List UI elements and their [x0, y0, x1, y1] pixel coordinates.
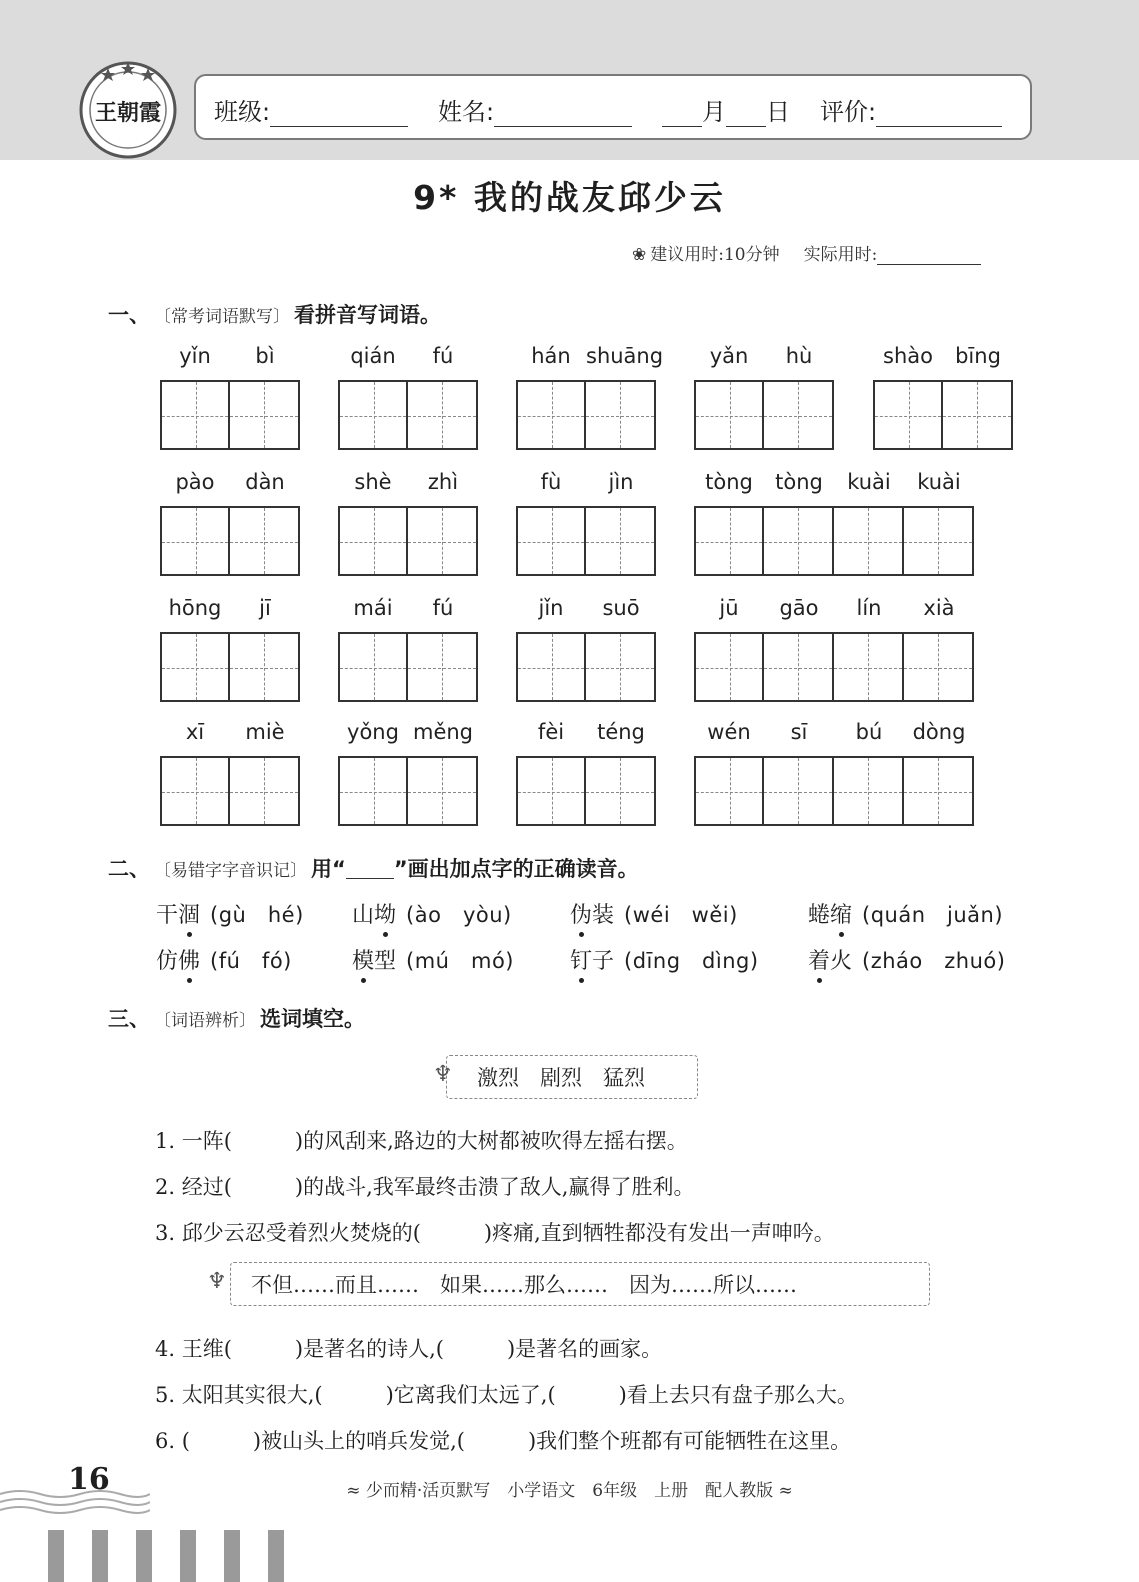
- writing-cell[interactable]: [904, 506, 974, 576]
- word-char: 子: [592, 949, 615, 974]
- word-choice-box-2: [207, 1262, 930, 1306]
- word-char: 火: [830, 949, 853, 974]
- pronunciation-item: [156, 944, 292, 975]
- pinyin-syllable: tòng: [775, 470, 823, 494]
- writing-cell[interactable]: [586, 380, 656, 450]
- rating-label: 评价:: [820, 98, 877, 126]
- section3-instruction: 选词填空。: [260, 1007, 365, 1031]
- writing-cell[interactable]: [764, 380, 834, 450]
- day-blank[interactable]: [726, 100, 766, 127]
- footer-text: ≈ 少而精·活页默写 小学语文 6年级 上册 配人教版 ≈: [346, 1481, 793, 1501]
- cactus-icon: ♆: [207, 1269, 227, 1294]
- writing-cell[interactable]: [834, 632, 904, 702]
- writing-cell[interactable]: [764, 632, 834, 702]
- writing-cell[interactable]: [408, 380, 478, 450]
- section2-heading: [108, 853, 639, 883]
- pinyin-syllable: yǒng: [347, 720, 399, 744]
- pinyin-syllable: téng: [597, 720, 645, 744]
- pinyin-syllable: mái: [353, 596, 393, 620]
- word-char: 蜷: [808, 903, 831, 928]
- footer-bar: [224, 1530, 240, 1582]
- pinyin-syllable: bú: [855, 720, 883, 744]
- pinyin-syllable: shè: [354, 470, 392, 494]
- cactus-icon: ♆: [433, 1062, 453, 1087]
- writing-cell[interactable]: [160, 632, 230, 702]
- section3-tag: 〔词语辨析〕: [154, 1010, 256, 1031]
- pinyin-syllable: yǎn: [709, 344, 749, 368]
- writing-cell[interactable]: [764, 506, 834, 576]
- writing-cell[interactable]: [230, 632, 300, 702]
- pinyin-options[interactable]: (ào yòu): [406, 903, 512, 927]
- name-blank[interactable]: [494, 100, 632, 127]
- dotted-char: 佛: [178, 944, 200, 975]
- pinyin-syllable: bì: [255, 344, 275, 368]
- section2-instruction-end: ”画出加点字的正确读音。: [393, 857, 639, 881]
- pinyin-syllable: kuài: [917, 470, 961, 494]
- pinyin-syllable: gāo: [779, 596, 819, 620]
- writing-cell[interactable]: [586, 632, 656, 702]
- writing-cell[interactable]: [694, 632, 764, 702]
- pronunciation-item: [808, 898, 1003, 929]
- footer-bar: [92, 1530, 108, 1582]
- pinyin-syllable: yǐn: [179, 344, 211, 368]
- pronunciation-item: [808, 944, 1005, 975]
- pronunciation-item: [156, 898, 304, 929]
- section1-tag: 〔常考词语默写〕: [154, 306, 290, 327]
- pinyin-syllable: hán: [531, 344, 571, 368]
- section2-instruction-start: 用“: [311, 857, 346, 881]
- word-choices-1: 激烈 剧烈 猛烈: [477, 1066, 645, 1090]
- pinyin-syllable: xī: [185, 720, 205, 744]
- section2-number: 二、: [108, 857, 150, 881]
- rating-field[interactable]: [820, 92, 1002, 127]
- writing-cell[interactable]: [834, 506, 904, 576]
- writing-cell[interactable]: [516, 506, 586, 576]
- sentence-6: 6. ( )被山头上的哨兵发觉,( )我们整个班都有可能牺牲在这里。: [155, 1429, 852, 1453]
- word-char: 山: [352, 903, 375, 928]
- actual-time-blank[interactable]: [877, 246, 981, 265]
- pinyin-syllable: jìn: [608, 470, 634, 494]
- writing-cell[interactable]: [230, 506, 300, 576]
- footer-bar: [48, 1530, 64, 1582]
- section1-heading: [108, 299, 441, 329]
- pronunciation-item: [570, 898, 738, 929]
- pinyin-syllable: tòng: [705, 470, 753, 494]
- dotted-char: 涸: [178, 898, 200, 929]
- section3-number: 三、: [108, 1007, 150, 1031]
- pinyin-options[interactable]: (gù hé): [210, 903, 304, 927]
- word-choices-2: 不但……而且…… 如果……那么…… 因为……所以……: [251, 1273, 797, 1297]
- section2-tag: 〔易错字字音识记〕: [154, 860, 307, 881]
- writing-cell[interactable]: [904, 632, 974, 702]
- class-field[interactable]: [214, 92, 408, 127]
- writing-cell[interactable]: [516, 632, 586, 702]
- dotted-char: 缩: [830, 898, 852, 929]
- underline-sample: [346, 858, 394, 879]
- pinyin-syllable: fù: [540, 470, 562, 494]
- pinyin-syllable: pào: [175, 470, 215, 494]
- page-title: 9* 我的战友邱少云: [413, 178, 726, 217]
- footer-bar: [268, 1530, 284, 1582]
- writing-cell[interactable]: [338, 756, 408, 826]
- sentence-5: 5. 太阳其实很大,( )它离我们太远了,( )看上去只有盘子那么大。: [155, 1383, 858, 1407]
- pinyin-syllable: hōng: [168, 596, 222, 620]
- pinyin-syllable: fú: [432, 344, 454, 368]
- writing-cell[interactable]: [586, 506, 656, 576]
- pronunciation-item: [352, 898, 512, 929]
- day-label: 日: [766, 98, 790, 126]
- pinyin-syllable: jǐn: [538, 596, 564, 620]
- section1-instruction: 看拼音写词语。: [294, 303, 441, 327]
- date-field[interactable]: [662, 92, 790, 127]
- writing-cell[interactable]: [230, 756, 300, 826]
- word-char: 装: [592, 903, 615, 928]
- writing-cell[interactable]: [873, 380, 943, 450]
- writing-cell[interactable]: [834, 756, 904, 826]
- pinyin-syllable: sī: [790, 720, 808, 744]
- name-field[interactable]: [438, 92, 632, 127]
- section1-number: 一、: [108, 303, 150, 327]
- writing-cell[interactable]: [516, 756, 586, 826]
- writing-cell[interactable]: [338, 632, 408, 702]
- writing-cell[interactable]: [230, 380, 300, 450]
- writing-cell[interactable]: [904, 756, 974, 826]
- pinyin-syllable: hù: [785, 344, 813, 368]
- writing-cell[interactable]: [516, 380, 586, 450]
- writing-cell[interactable]: [694, 506, 764, 576]
- suggested-time: 建议用时:10分钟: [650, 245, 780, 265]
- brand-logo: [78, 60, 178, 160]
- pinyin-syllable: měng: [412, 720, 474, 744]
- pinyin-syllable: dòng: [912, 720, 966, 744]
- writing-cell[interactable]: [338, 380, 408, 450]
- dotted-char: 坳: [374, 898, 396, 929]
- pinyin-syllable: wén: [707, 720, 751, 744]
- pinyin-options[interactable]: (zháo zhuó): [862, 949, 1006, 973]
- footer-bar: [136, 1530, 152, 1582]
- dotted-char: 模: [352, 944, 374, 975]
- pronunciation-item: [352, 944, 514, 975]
- pinyin-syllable: jū: [719, 596, 739, 620]
- writing-cell[interactable]: [694, 380, 764, 450]
- pinyin-syllable: dàn: [245, 470, 285, 494]
- class-blank[interactable]: [270, 100, 408, 127]
- pinyin-syllable: xià: [923, 596, 955, 620]
- pinyin-syllable: zhì: [427, 470, 459, 494]
- sentence-4: 4. 王维( )是著名的诗人,( )是著名的画家。: [155, 1337, 663, 1361]
- student-info-box: [194, 74, 1032, 140]
- sentence-2: 2. 经过( )的战斗,我军最终击溃了敌人,赢得了胜利。: [155, 1175, 695, 1199]
- dotted-char: 伪: [570, 898, 592, 929]
- writing-cell[interactable]: [408, 506, 478, 576]
- month-blank[interactable]: [662, 100, 702, 127]
- pinyin-options[interactable]: (wéi wěi): [624, 903, 738, 927]
- pinyin-options[interactable]: (mú mó): [406, 949, 514, 973]
- dotted-char: 着: [808, 944, 830, 975]
- pronunciation-item: [570, 944, 759, 975]
- writing-cell[interactable]: [160, 380, 230, 450]
- pinyin-syllable: suō: [602, 596, 640, 620]
- writing-cell[interactable]: [408, 632, 478, 702]
- pinyin-syllable: qián: [350, 344, 396, 368]
- class-label: 班级:: [214, 98, 271, 126]
- writing-cell[interactable]: [694, 756, 764, 826]
- writing-cell[interactable]: [160, 756, 230, 826]
- pinyin-syllable: lín: [856, 596, 882, 620]
- writing-cell[interactable]: [764, 756, 834, 826]
- writing-cell[interactable]: [943, 380, 1013, 450]
- pinyin-syllable: bīng: [955, 344, 1001, 368]
- word-char: 型: [374, 949, 397, 974]
- dotted-char: 钉: [570, 944, 592, 975]
- page-number: 16: [68, 1462, 110, 1497]
- pinyin-syllable: shuāng: [586, 344, 664, 368]
- time-bar: [632, 240, 981, 265]
- pinyin-options[interactable]: (fú fó): [210, 949, 292, 973]
- month-label: 月: [702, 98, 726, 126]
- section3-heading: [108, 1003, 365, 1033]
- writing-cell[interactable]: [408, 756, 478, 826]
- writing-cell[interactable]: [586, 756, 656, 826]
- rating-blank[interactable]: [876, 100, 1002, 127]
- pinyin-syllable: jī: [259, 596, 271, 620]
- flower-icon: ❀: [632, 245, 647, 265]
- writing-cell[interactable]: [160, 506, 230, 576]
- pinyin-options[interactable]: (quán juǎn): [862, 903, 1004, 927]
- word-choice-box-1: [433, 1055, 698, 1099]
- pinyin-syllable: miè: [245, 720, 285, 744]
- writing-cell[interactable]: [338, 506, 408, 576]
- actual-time-label: 实际用时:: [803, 245, 878, 265]
- pinyin-syllable: fú: [432, 596, 454, 620]
- logo-text: 王朝霞: [94, 100, 162, 126]
- pinyin-options[interactable]: (dīng dìng): [624, 949, 759, 973]
- word-char: 干: [156, 903, 179, 928]
- sentence-3: 3. 邱少云忍受着烈火焚烧的( )疼痛,直到牺牲都没有发出一声呻吟。: [155, 1221, 835, 1245]
- name-label: 姓名:: [438, 98, 495, 126]
- pinyin-syllable: fèi: [537, 720, 565, 744]
- pinyin-syllable: kuài: [847, 470, 891, 494]
- sentence-1: 1. 一阵( )的风刮来,路边的大树都被吹得左摇右摆。: [155, 1129, 688, 1153]
- word-char: 仿: [156, 949, 179, 974]
- pinyin-syllable: shào: [883, 344, 933, 368]
- footer-bar: [180, 1530, 196, 1582]
